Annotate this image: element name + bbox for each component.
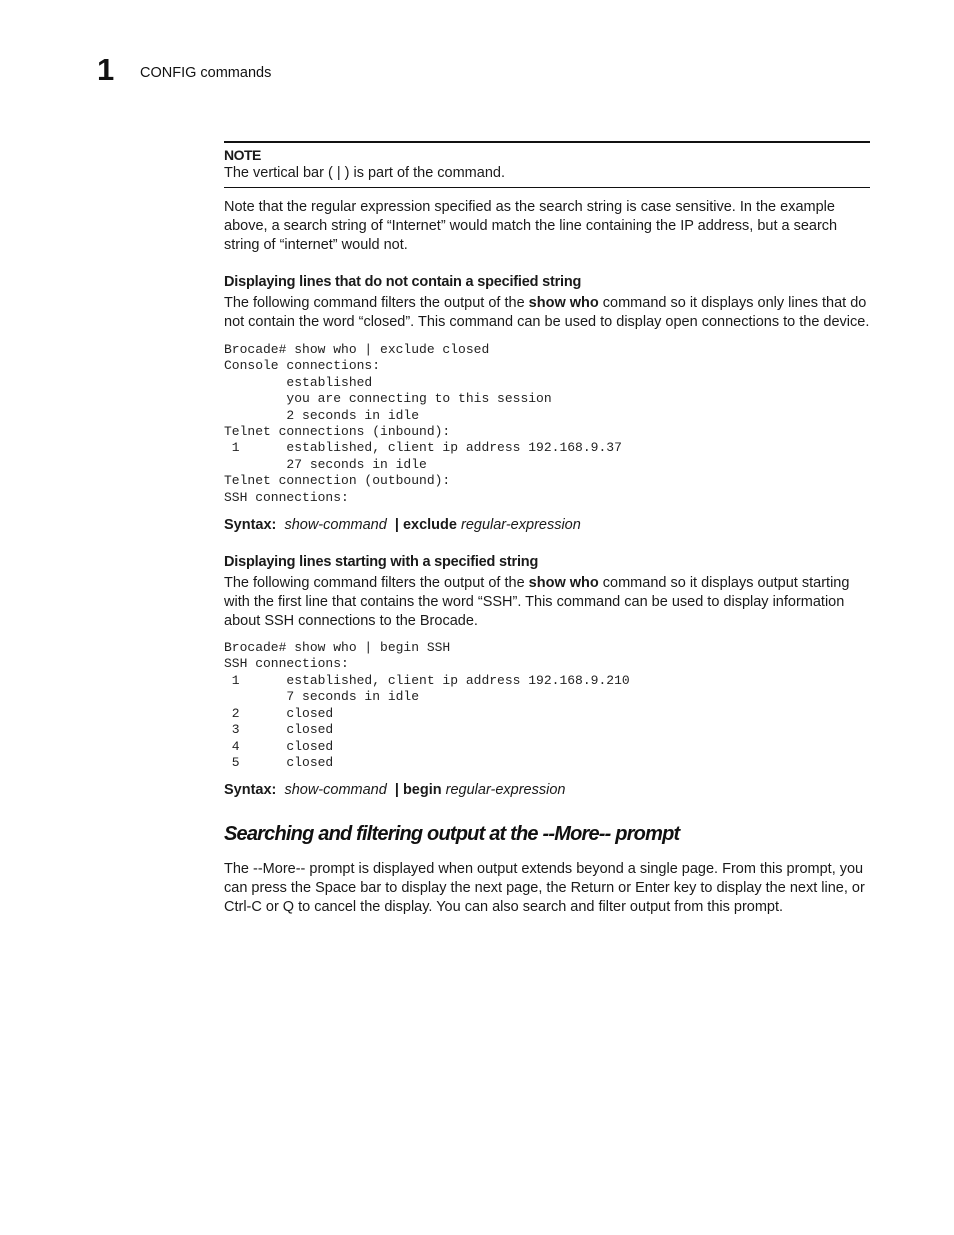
begin-intro: [224, 574, 870, 631]
exclude-intro-before: The following command filters the output of the: [224, 295, 529, 311]
begin-intro-before: The following command filters the output of the: [224, 575, 529, 592]
exclude-syntax-label: Syntax:: [224, 517, 277, 534]
note-label: NOTE: [224, 147, 261, 163]
begin-syntax-label: Syntax:: [224, 782, 277, 799]
exclude-code-example: Brocade# show who | exclude closed Console connections: established you are connecting to this session 2 seconds in idle Telnet connections (inbound): 1 established, client ip address 192.168.9.37 27 seconds in idle Telnet connection (outbound): SSH connections:: [224, 342, 622, 505]
begin-intro-after: command so it displays output starting with the first line that contains the word “SSH”. This command can be used to display information about SSH connections to the Brocade.: [224, 575, 850, 630]
exclude-syntax-keyword: | exclude: [394, 517, 457, 534]
begin-syntax-keyword: | begin: [394, 782, 442, 799]
running-title: CONFIG commands: [140, 65, 272, 81]
case-sensitivity-paragraph: Note that the regular expression specified as the search string is case sensitive. In the example above, a search string of “Internet” would match the line containing the IP address, but a search string of “internet” would not.: [224, 199, 838, 253]
page-content: [224, 141, 870, 917]
begin-syntax-arg1: show-command: [284, 782, 387, 799]
exclude-syntax-arg1: show-command: [284, 517, 387, 534]
exclude-intro: [224, 294, 870, 332]
exclude-syntax: [224, 516, 870, 535]
chapter-number: 1: [97, 52, 115, 87]
note-text: The vertical bar ( | ) is part of the command.: [224, 165, 505, 181]
begin-code-example: Brocade# show who | begin SSH SSH connections: 1 established, client ip address 192.168.9.210 7 seconds in idle 2 closed 3 closed 4 closed 5 closed: [224, 640, 630, 770]
exclude-intro-command: show who: [528, 295, 599, 311]
begin-intro-command: show who: [528, 575, 599, 592]
exclude-intro-after: command so it displays only lines that do not contain the word “closed”. This command can be used to display open connections to the device.: [224, 295, 870, 330]
more-prompt-paragraph: The --More-- prompt is displayed when output extends beyond a single page. From this prompt, you can press the Space bar to display the next page, the Return or Enter key to display the next line, or Ctrl-C or Q to cancel the display. You can also search and filter output from this prompt.: [224, 861, 865, 916]
exclude-heading: Displaying lines that do not contain a specified string: [224, 274, 582, 290]
begin-heading: Displaying lines starting with a specified string: [224, 554, 539, 571]
exclude-syntax-arg2: regular-expression: [460, 517, 581, 534]
begin-syntax-arg2: regular-expression: [445, 782, 566, 799]
begin-syntax: [224, 781, 870, 800]
note-box: [224, 141, 870, 188]
more-prompt-heading: Searching and filtering output at the --More-- prompt: [224, 823, 680, 846]
